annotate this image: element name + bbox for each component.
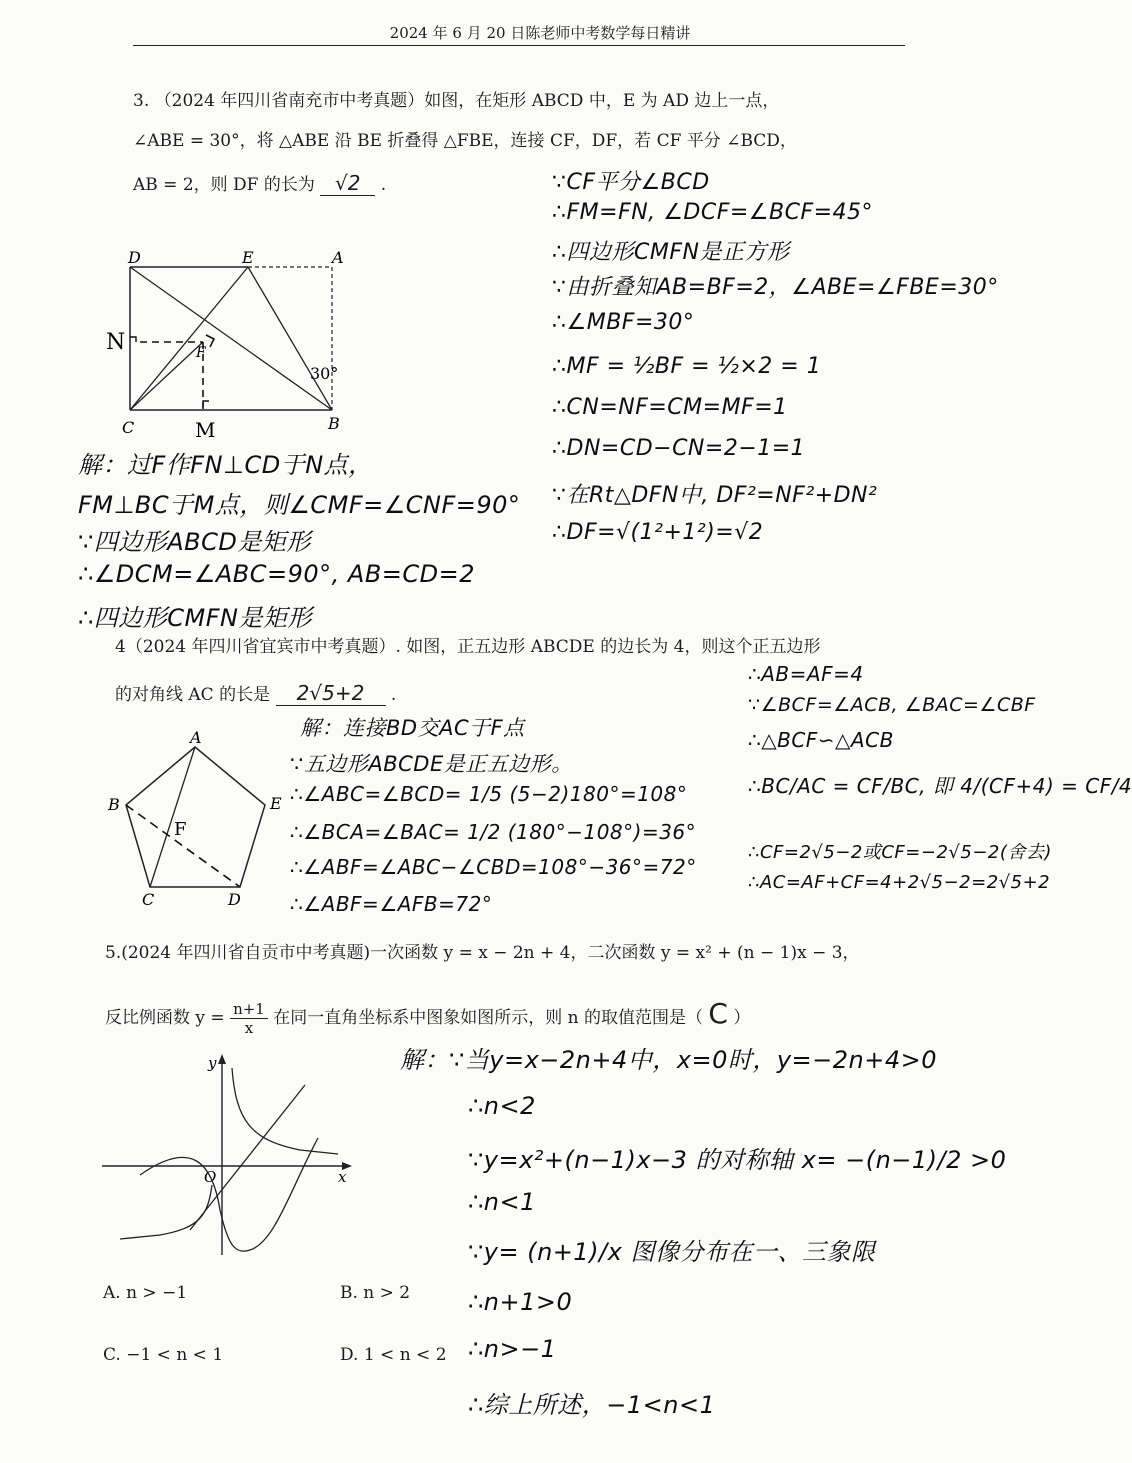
q3-line1: 3. （2024 年四川省南充市中考真题）如图，在矩形 ABCD 中，E 为 AD 边上一点，	[133, 91, 780, 111]
q3-right-step-2: ∴FM=FN, ∠DCF=∠BCF=45°	[552, 200, 874, 225]
q3-label-b: B	[328, 414, 340, 433]
q3-line3-text: AB = 2，则 DF 的长为	[133, 175, 315, 195]
q3-left-step-1: 解：过F作FN⊥CD于N点，	[78, 451, 373, 479]
q5-step-2: ∴n<2	[468, 1092, 536, 1120]
q3-line3	[133, 170, 386, 196]
q3-right-step-4: ∵由折叠知AB=BF=2，∠ABE=∠FBE=30°	[552, 275, 999, 300]
q5-frac-denominator: x	[244, 1019, 254, 1037]
q5-step-1: 解：∵当y=x−2n+4中，x=0时，y=−2n+4>0	[400, 1046, 937, 1074]
q4-label-c: C	[142, 890, 155, 909]
q4-label-a: A	[190, 728, 202, 747]
q5-option-c: C. −1 < n < 1	[103, 1345, 224, 1365]
q4-line1: 4（2024 年四川省宜宾市中考真题）. 如图，正五边形 ABCDE 的边长为 4，则这个正五边形	[115, 637, 821, 657]
q3-right-step-9: ∵在Rt△DFN中, DF²=NF²+DN²	[552, 483, 878, 508]
q5-step-8: ∴综上所述，−1<n<1	[468, 1391, 716, 1419]
q5-line2	[105, 997, 750, 1037]
q4-mid-step-6: ∴∠ABF=∠AFB=72°	[290, 892, 493, 916]
q4-answer: 2√5+2	[276, 681, 386, 706]
q3-left-step-4: ∴∠DCM=∠ABC=90°, AB=CD=2	[78, 560, 476, 588]
q4-right-step-4: ∴BC/AC = CF/BC, 即 4/(CF+4) = CF/4	[748, 774, 1132, 798]
q5-step-7: ∴n>−1	[468, 1335, 557, 1363]
q3-right-step-8: ∴DN=CD−CN=2−1=1	[552, 436, 806, 461]
q3-right-step-10: ∴DF=√(1²+1²)=√2	[552, 520, 764, 545]
q3-label-f: F	[196, 345, 206, 361]
q3-label-angle: 30°	[310, 364, 339, 383]
q5-step-4: ∴n<1	[468, 1188, 536, 1216]
q4-mid-step-3: ∴∠ABC=∠BCD= 1/5 (5−2)180°=108°	[290, 782, 688, 806]
q5-option-b: B. n > 2	[340, 1283, 411, 1303]
q4-line2-end: .	[390, 685, 397, 705]
header-rule	[133, 45, 905, 46]
q5-step-5: ∵y= (n+1)/x 图像分布在一、三象限	[468, 1238, 876, 1266]
q3-right-step-7: ∴CN=NF=CM=MF=1	[552, 395, 788, 420]
q5-label-y: y	[208, 1054, 217, 1072]
q4-right-step-2: ∵∠BCF=∠ACB, ∠BAC=∠CBF	[748, 694, 1036, 716]
q3-right-step-3: ∴四边形CMFN是正方形	[552, 240, 790, 265]
q4-mid-step-2: ∵五边形ABCDE是正五边形。	[290, 752, 573, 776]
q5-answer: C	[708, 997, 728, 1030]
q4-mid-step-4: ∴∠BCA=∠BAC= 1/2 (180°−108°)=36°	[290, 820, 697, 844]
q3-left-step-5: ∴四边形CMFN是矩形	[78, 604, 312, 632]
q5-line2-rest: 在同一直角坐标系中图象如图所示，则 n 的取值范围是（	[273, 1008, 704, 1028]
q4-line2-text: 的对角线 AC 的长是	[115, 685, 271, 705]
q5-frac-numerator: n+1	[230, 1000, 268, 1019]
q4-mid-step-5: ∴∠ABF=∠ABC−∠CBD=108°−36°=72°	[290, 855, 697, 879]
q3-left-step-3: ∵四边形ABCD是矩形	[78, 528, 311, 556]
q4-pentagon-figure	[100, 725, 300, 915]
q3-label-a: A	[332, 248, 344, 267]
q4-line2	[115, 680, 396, 706]
q3-left-step-2: FM⊥BC于M点，则∠CMF=∠CNF=90°	[78, 491, 521, 519]
q4-right-step-1: ∴AB=AF=4	[748, 662, 864, 686]
q5-label-o: O	[204, 1168, 217, 1186]
q3-label-n: N	[106, 330, 126, 355]
q3-answer: √2	[320, 171, 375, 196]
q3-rectangle-figure	[100, 245, 370, 445]
q5-line2-text: 反比例函数 y =	[105, 1008, 225, 1028]
q4-right-step-3: ∴△BCF∽△ACB	[748, 728, 894, 752]
q3-label-e: E	[242, 248, 254, 267]
q3-right-step-5: ∴∠MBF=30°	[552, 310, 695, 335]
q3-label-m: M	[195, 418, 216, 442]
q5-option-d: D. 1 < n < 2	[340, 1345, 447, 1365]
page-header: 2024 年 6 月 20 日陈老师中考数学每日精讲	[389, 24, 691, 42]
q5-function-graph	[100, 1050, 370, 1260]
q3-label-c: C	[122, 418, 135, 437]
q4-mid-step-1: 解：连接BD交AC于F点	[300, 716, 525, 740]
q5-step-3: ∵y=x²+(n−1)x−3 的对称轴 x= −(n−1)/2 >0	[468, 1146, 1007, 1174]
q4-label-e: E	[270, 794, 282, 813]
q3-line2: ∠ABE = 30°，将 △ABE 沿 BE 折叠得 △FBE，连接 CF，DF，若 CF 平分 ∠BCD，	[133, 131, 797, 151]
q4-label-f: F	[174, 819, 187, 840]
q4-label-b: B	[108, 795, 120, 814]
q5-line1: 5.(2024 年四川省自贡市中考真题)一次函数 y = x − 2n + 4，二次函数 y = x² + (n − 1)x − 3，	[105, 943, 860, 963]
q5-step-6: ∴n+1>0	[468, 1288, 573, 1316]
q3-right-step-6: ∴MF = ½BF = ½×2 = 1	[552, 354, 822, 379]
q3-label-d: D	[128, 248, 141, 267]
q5-fraction	[230, 1000, 268, 1037]
q4-right-step-5: ∴CF=2√5−2或CF=−2√5−2(舍去)	[748, 842, 1052, 863]
q5-label-x: x	[338, 1168, 347, 1186]
q3-right-step-1: ∵CF平分∠BCD	[552, 170, 710, 195]
q3-line3-end: .	[380, 175, 387, 195]
q4-label-d: D	[228, 890, 241, 909]
q5-option-a: A. n > −1	[103, 1283, 188, 1303]
q4-right-step-6: ∴AC=AF+CF=4+2√5−2=2√5+2	[748, 872, 1051, 893]
q5-line2-close: ）	[733, 1008, 751, 1028]
